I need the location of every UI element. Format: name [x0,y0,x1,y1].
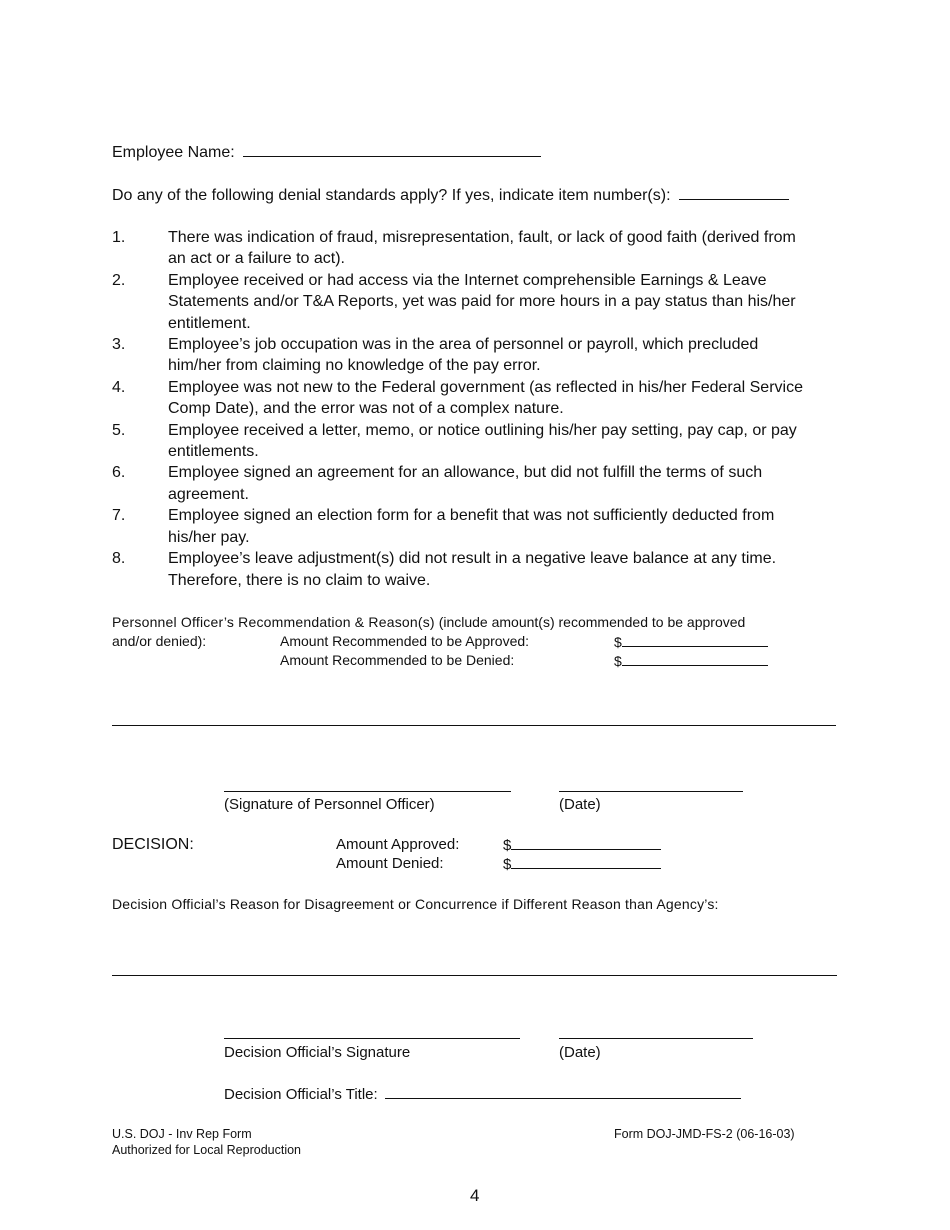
currency-symbol: $ [614,634,622,650]
decision-official-date-line[interactable] [559,1038,753,1039]
list-item-line: an act or a failure to act). [168,250,345,268]
list-item-line: Statements and/or T&A Reports, yet was paid for more hours in a pay status than his/her [168,293,796,311]
list-item-number: 2. [112,271,126,289]
list-item [112,420,852,463]
list-item-line: Employee received a letter, memo, or notice outlining his/her pay setting, pay cap, or pay [168,421,797,439]
list-item-line: Employee’s leave adjustment(s) did not result in a negative leave balance at any time. [168,550,777,568]
decision-official-reason-heading: Decision Official’s Reason for Disagreement or Concurrence if Different Reason than Agency’s: [112,896,719,912]
recommended-denied-row [614,651,768,671]
decision-official-title-field[interactable] [385,1084,741,1099]
list-item [112,270,852,334]
list-item-line: Therefore, there is no claim to waive. [168,571,431,589]
decision-official-reason-line[interactable] [112,975,837,976]
currency-symbol: $ [503,856,512,873]
decision-denied-amount-field[interactable] [511,854,661,869]
list-item-line: Employee signed an agreement for an allowance, but did not fulfill the terms of such [168,464,763,482]
list-item-line: Employee received or had access via the Internet comprehensible Earnings & Leave [168,271,767,289]
personnel-officer-heading-a: Personnel Officer’s Recommendation & Reason(s) [112,614,435,630]
decision-approved-label: Amount Approved: [336,836,460,853]
decision-approved-row [503,835,661,855]
list-item [112,548,852,591]
list-item-number: 5. [112,421,126,439]
denial-question-text: Do any of the following denial standards apply? If yes, indicate item number(s): [112,187,671,204]
list-item-line: entitlements. [168,443,259,461]
recommended-denied-label: Amount Recommended to be Denied: [280,652,515,668]
personnel-officer-signature-line[interactable] [224,791,511,792]
footer-form-name: U.S. DOJ - Inv Rep Form [112,1127,252,1141]
decision-official-title-label: Decision Official’s Title: [224,1086,378,1103]
list-item-number: 8. [112,550,126,568]
list-item [112,462,852,505]
decision-label: DECISION: [112,836,194,853]
list-item-line: entitlement. [168,314,251,332]
list-item [112,377,852,420]
list-item-line: Employee signed an election form for a benefit that was not sufficiently deducted from [168,507,775,525]
list-item-line: him/her from claiming no knowledge of the pay error. [168,357,541,375]
employee-name-field[interactable] [243,142,541,157]
decision-official-signature-caption: Decision Official’s Signature [224,1044,411,1061]
personnel-officer-signature-caption: (Signature of Personnel Officer) [224,796,435,813]
currency-symbol: $ [503,837,512,854]
currency-symbol: $ [614,653,622,669]
personnel-officer-heading-line2: and/or denied): [112,633,207,649]
list-item-line: Employee’s job occupation was in the area of personnel or payroll, which precluded [168,336,759,354]
list-item-line: agreement. [168,485,249,503]
decision-approved-amount-field[interactable] [511,835,661,850]
employee-name-row [112,142,541,163]
list-item-number: 4. [112,378,126,396]
list-item-number: 6. [112,464,126,482]
personnel-officer-heading [112,613,745,632]
recommended-approved-row [614,632,768,652]
list-item-line: Employee was not new to the Federal government (as reflected in his/her Federal Service [168,378,803,396]
decision-denied-row [503,854,661,874]
footer-reproduction-note: Authorized for Local Reproduction [112,1143,302,1157]
personnel-officer-date-caption: (Date) [559,796,601,813]
list-item-line: his/her pay. [168,528,250,546]
recommended-approved-amount-field[interactable] [622,632,768,647]
denial-item-numbers-field[interactable] [679,185,789,200]
list-item-line: Comp Date), and the error was not of a complex nature. [168,400,564,418]
list-item-line: There was indication of fraud, misrepresentation, fault, or lack of good faith (derived from [168,229,796,246]
list-item [112,227,852,270]
decision-official-date-caption: (Date) [559,1044,601,1061]
list-item-number: 7. [112,507,126,525]
employee-name-label: Employee Name: [112,144,235,161]
list-item [112,334,852,377]
personnel-officer-date-line[interactable] [559,791,743,792]
decision-denied-label: Amount Denied: [336,855,444,872]
denial-question-row [112,185,789,206]
list-item [112,505,852,548]
personnel-officer-reason-line[interactable] [112,725,836,726]
list-item-number: 3. [112,336,126,354]
personnel-officer-heading-b: (include amount(s) recommended to be approved [438,614,746,630]
recommended-denied-amount-field[interactable] [622,651,768,666]
page-number: 4 [470,1186,480,1205]
decision-official-title-row [224,1084,741,1104]
recommended-approved-label: Amount Recommended to be Approved: [280,633,530,649]
decision-official-signature-line[interactable] [224,1038,520,1039]
denial-standards-list [112,227,852,591]
footer-form-number: Form DOJ-JMD-FS-2 (06-16-03) [614,1127,795,1141]
list-item-number: 1. [112,229,126,246]
